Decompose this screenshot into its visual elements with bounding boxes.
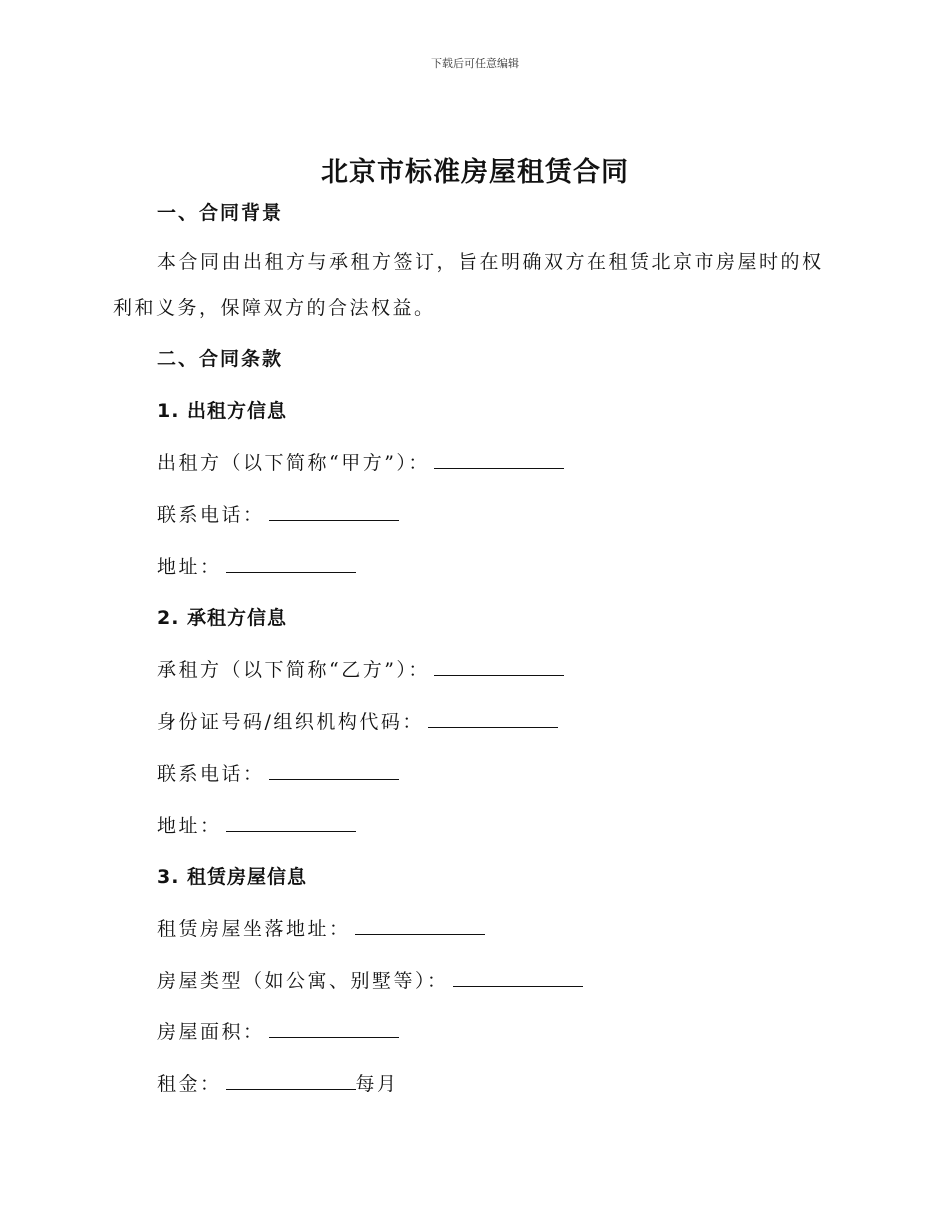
- lessee-id-blank[interactable]: [428, 708, 558, 728]
- property-area-field: [157, 1017, 399, 1044]
- section-heading-terms: 二、合同条款: [157, 348, 284, 370]
- property-type-label: 房屋类型（如公寓、别墅等）：: [157, 970, 449, 992]
- lessor-name-blank[interactable]: [434, 449, 564, 469]
- lessor-address-blank[interactable]: [226, 553, 356, 573]
- section-heading-background: 一、合同背景: [157, 202, 284, 224]
- property-type-blank[interactable]: [453, 967, 583, 987]
- lessor-heading: 1. 出租方信息: [157, 400, 288, 422]
- document-title: 北京市标准房屋租赁合同: [321, 157, 629, 188]
- property-rent-suffix: 每月: [355, 1073, 399, 1095]
- lessee-id-field: [157, 707, 558, 734]
- lessor-phone-field: [157, 500, 399, 527]
- property-type-field: [157, 966, 583, 993]
- property-location-label: 租赁房屋坐落地址：: [157, 918, 351, 940]
- header-note: 下载后可任意编辑: [431, 57, 519, 70]
- lessor-phone-blank[interactable]: [269, 501, 399, 521]
- lessor-address-label: 地址：: [157, 556, 222, 578]
- lessor-address-field: [157, 552, 356, 579]
- property-rent-blank[interactable]: [226, 1070, 356, 1090]
- property-area-label: 房屋面积：: [157, 1021, 265, 1043]
- lessee-phone-blank[interactable]: [269, 760, 399, 780]
- property-rent-label: 租金：: [157, 1073, 222, 1095]
- lessee-name-blank[interactable]: [434, 656, 564, 676]
- lessee-address-blank[interactable]: [226, 812, 356, 832]
- lessor-name-field: [157, 448, 564, 475]
- lessee-id-label: 身份证号码/组织机构代码：: [157, 711, 424, 733]
- property-rent-field: [157, 1069, 399, 1096]
- property-area-blank[interactable]: [269, 1018, 399, 1038]
- property-location-blank[interactable]: [355, 915, 485, 935]
- property-heading: 3. 租赁房屋信息: [157, 866, 308, 888]
- property-location-field: [157, 914, 485, 941]
- lessee-address-label: 地址：: [157, 815, 222, 837]
- background-paragraph: 本合同由出租方与承租方签订，旨在明确双方在租赁北京市房屋时的权利和义务，保障双方的合法权益。: [113, 251, 824, 319]
- lessor-phone-label: 联系电话：: [157, 504, 265, 526]
- lessee-phone-field: [157, 759, 399, 786]
- lessor-name-label: 出租方（以下简称“甲方”）：: [157, 452, 430, 474]
- lessee-heading: 2. 承租方信息: [157, 607, 288, 629]
- lessee-phone-label: 联系电话：: [157, 763, 265, 785]
- lessee-name-field: [157, 655, 564, 682]
- lessee-address-field: [157, 811, 356, 838]
- lessee-name-label: 承租方（以下简称“乙方”）：: [157, 659, 430, 681]
